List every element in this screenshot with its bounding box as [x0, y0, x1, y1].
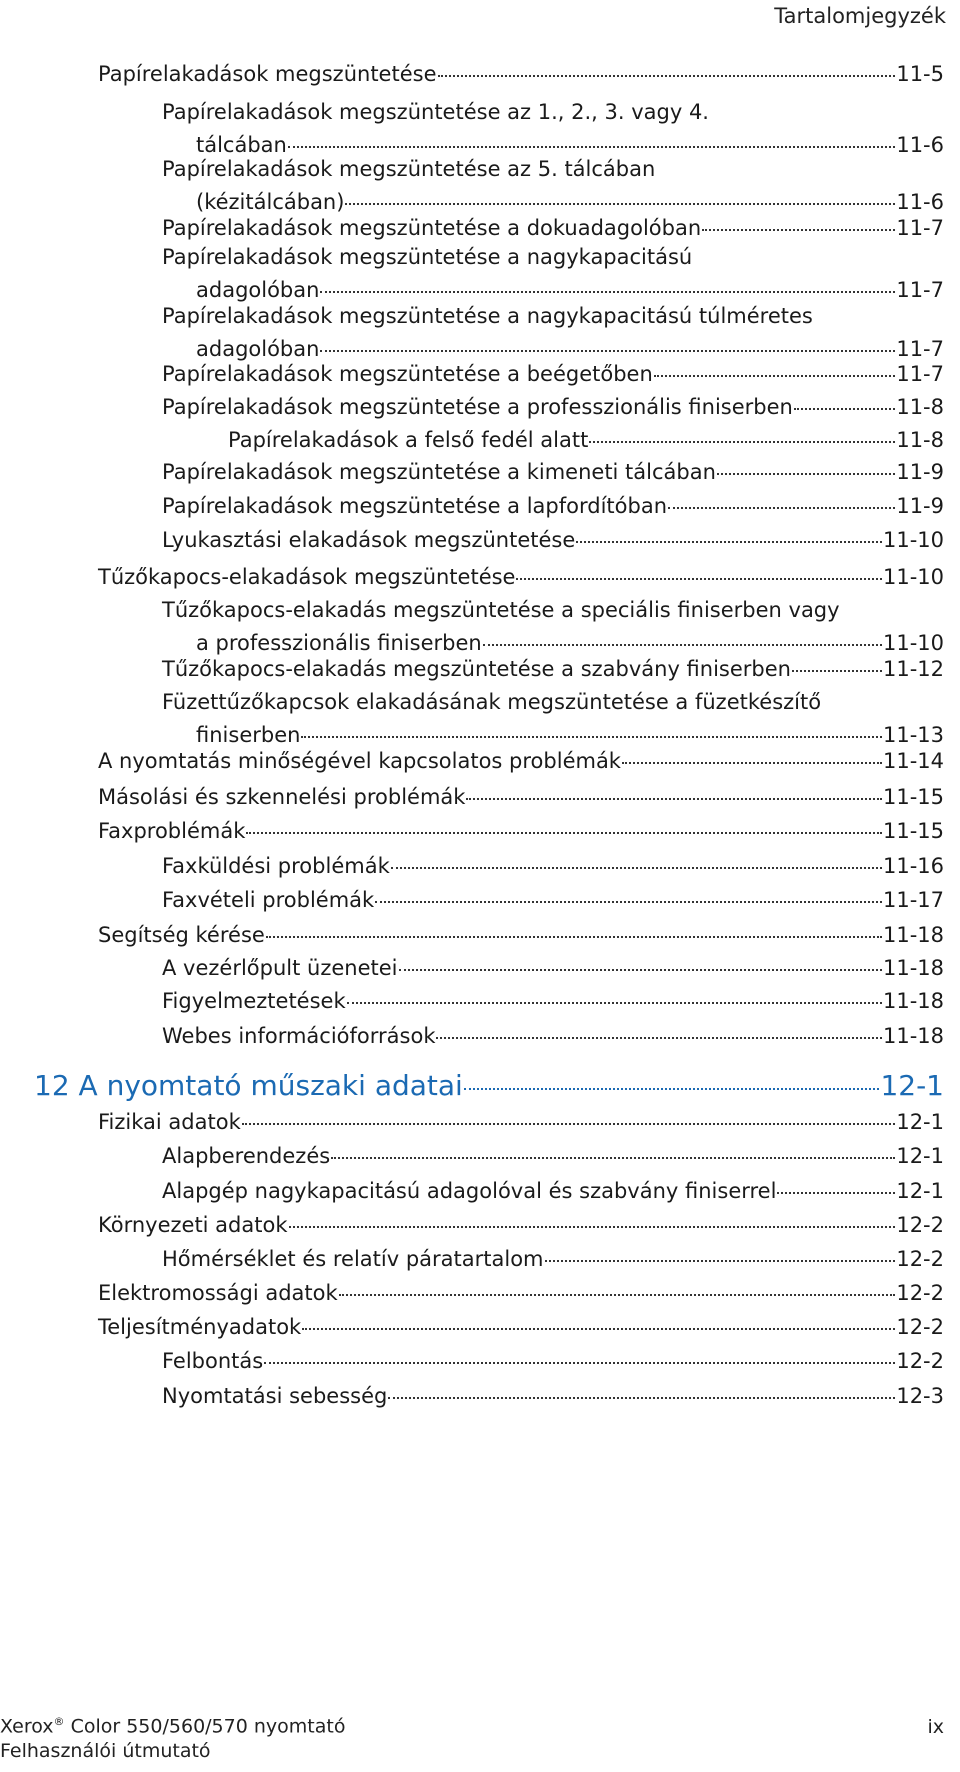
toc-entry[interactable] [98, 1277, 944, 1310]
toc-page-number: 12-2 [896, 1247, 944, 1271]
toc-entry-title: Másolási és szkennelési problémák [98, 785, 466, 809]
dot-leader [576, 520, 882, 543]
dot-leader [438, 54, 896, 77]
toc-page-number: 11-6 [896, 190, 944, 214]
toc-entry-title: Papírelakadások megszüntetése az 5. tálcában [162, 157, 656, 181]
toc-entry[interactable] [98, 561, 944, 594]
toc-entry[interactable] [162, 653, 944, 686]
toc-entry-title: Papírelakadások megszüntetése [98, 62, 437, 86]
toc-page-number: 11-10 [882, 631, 944, 655]
dot-leader [668, 486, 895, 509]
dot-leader [264, 1341, 895, 1364]
dot-leader [388, 1376, 895, 1399]
toc-entry-title: Nyomtatási sebesség [162, 1384, 388, 1408]
toc-entry-title-continuation: (kézitálcában) [196, 190, 345, 214]
toc-page-number: 11-15 [882, 819, 944, 843]
toc-entry[interactable] [162, 1345, 944, 1378]
toc-entry[interactable] [162, 1020, 944, 1053]
toc-entry-title-continuation: tálcában [196, 133, 287, 157]
toc-entry-title: Faxküldési problémák [162, 854, 390, 878]
toc-entry[interactable] [162, 884, 944, 917]
dot-leader [702, 208, 895, 231]
toc-entry[interactable] [98, 745, 944, 778]
dot-leader [320, 270, 895, 293]
toc-page-number: 11-18 [882, 1024, 944, 1048]
toc-entry-title: Papírelakadások megszüntetése a professzionális finiserben [162, 395, 793, 419]
dot-leader [302, 1307, 895, 1330]
toc-entry-title: Segítség kérése [98, 923, 265, 947]
toc-entry-title: Papírelakadások megszüntetése a beégetőben [162, 362, 653, 386]
toc-page-number: 11-12 [882, 657, 944, 681]
toc-page-number: 12-2 [896, 1213, 944, 1237]
dot-leader [288, 125, 895, 148]
toc-entry[interactable] [162, 1175, 944, 1208]
toc-page-number: 11-8 [896, 395, 944, 419]
toc-entry-title: Hőmérséklet és relatív páratartalom [162, 1247, 544, 1271]
toc-page-number: 11-10 [882, 528, 944, 552]
dot-leader [622, 741, 882, 764]
toc-entry[interactable] [162, 985, 944, 1018]
dot-leader [289, 1205, 896, 1228]
toc-entry[interactable] [162, 1243, 944, 1276]
toc-entry-title: Alapgép nagykapacitású adagolóval és szabvány finiserrel [162, 1179, 777, 1203]
toc-page-number: 11-5 [896, 62, 944, 86]
toc-entry-title: 12 A nyomtató műszaki adatai [34, 1069, 463, 1102]
toc-entry-title: Tűzőkapocs-elakadás megszüntetése a speciális finiserben vagy [162, 598, 840, 622]
toc-page-number: 12-1 [880, 1069, 944, 1102]
footer-model: Color 550/560/570 nyomtató [70, 1715, 346, 1737]
toc-entry-title: Faxproblémák [98, 819, 246, 843]
toc-page-number: 11-9 [896, 460, 944, 484]
toc-page-number: 12-1 [896, 1179, 944, 1203]
toc-entry-title: Papírelakadások megszüntetése a lapfordítóban [162, 494, 668, 518]
dot-leader [301, 715, 882, 738]
toc-entry-title: Környezeti adatok [98, 1213, 288, 1237]
dot-leader [242, 1102, 896, 1125]
toc-page-number: 11-15 [882, 785, 944, 809]
toc-entry[interactable] [98, 58, 944, 91]
toc-entry-title: Füzettűzőkapcsok elakadásának megszüntetése a füzetkészítő [162, 690, 822, 714]
toc-entry-title-continuation: a professzionális finiserben [196, 631, 482, 655]
dot-leader [516, 557, 881, 580]
toc-entry[interactable] [162, 456, 944, 489]
toc-entry[interactable] [98, 1311, 944, 1344]
dot-leader [347, 981, 882, 1004]
toc-page-number: 11-8 [896, 428, 944, 452]
footer-guide-title: Felhasználói útmutató [0, 1740, 211, 1762]
toc-entry[interactable] [162, 241, 944, 307]
toc-entry[interactable] [98, 781, 944, 814]
dot-leader [375, 880, 882, 903]
toc-page-number: 12-1 [896, 1144, 944, 1168]
toc-entry-title: A nyomtatás minőségével kapcsolatos problémák [98, 749, 621, 773]
toc-entry-title: Papírelakadások megszüntetése a nagykapacitású túlméretes [162, 304, 813, 328]
footer-product-info [0, 1709, 345, 1764]
toc-entry-title: Faxvételi problémák [162, 888, 375, 912]
toc-entry[interactable] [162, 850, 944, 883]
toc-entry-title: Papírelakadások megszüntetése a dokuadagolóban [162, 216, 702, 240]
toc-entry[interactable] [98, 1209, 944, 1242]
footer-page-number: ix [927, 1716, 944, 1738]
dot-leader [483, 623, 882, 646]
dot-leader [331, 1136, 895, 1159]
dot-leader [792, 649, 882, 672]
toc-entry-title: Webes információforrások [162, 1024, 436, 1048]
dot-leader [339, 1273, 896, 1296]
dot-leader [794, 387, 895, 410]
dot-leader [777, 1171, 895, 1194]
toc-page-number: 11-14 [882, 749, 944, 773]
toc-page-number: 11-7 [896, 362, 944, 386]
toc-page-number: 11-18 [882, 989, 944, 1013]
toc-page-number: 11-7 [896, 216, 944, 240]
toc-entry-title-continuation: adagolóban [196, 337, 320, 361]
dot-leader [345, 182, 895, 205]
toc-chapter-entry[interactable] [34, 1065, 944, 1104]
dot-leader [391, 846, 882, 869]
toc-entry-title: Papírelakadások megszüntetése az 1., 2., 3. vagy 4. [162, 100, 709, 124]
toc-entry[interactable] [98, 815, 944, 848]
toc-entry-title: Papírelakadások a felső fedél alatt [228, 428, 589, 452]
toc-entry-title: Papírelakadások megszüntetése a nagykapacitású [162, 245, 693, 269]
toc-page-number: 11-7 [896, 337, 944, 361]
toc-entry-title: A vezérlőpult üzenetei [162, 956, 398, 980]
toc-entry-title-continuation: finiserben [196, 723, 301, 747]
dot-leader [436, 1016, 881, 1039]
toc-entry-title: Alapberendezés [162, 1144, 331, 1168]
toc-page-number: 11-10 [882, 565, 944, 589]
toc-entry-title: Tűzőkapocs-elakadások megszüntetése [98, 565, 516, 589]
toc-page-number: 11-17 [882, 888, 944, 912]
toc-page-number: 12-2 [896, 1281, 944, 1305]
toc-page-number: 11-18 [882, 923, 944, 947]
toc-page-number: 12-3 [896, 1384, 944, 1408]
toc-entry[interactable] [98, 1106, 944, 1139]
dot-leader [266, 915, 882, 938]
toc-page-number: 12-2 [896, 1315, 944, 1339]
dot-leader [589, 420, 895, 443]
toc-page-number: 12-1 [896, 1110, 944, 1134]
toc-entry[interactable] [162, 524, 944, 557]
toc-entry-title: Teljesítményadatok [98, 1315, 302, 1339]
toc-entry-title: Fizikai adatok [98, 1110, 241, 1134]
toc-entry-title: Elektromossági adatok [98, 1281, 338, 1305]
toc-page-number: 11-9 [896, 494, 944, 518]
dot-leader [399, 948, 882, 971]
toc-entry-title: Figyelmeztetések [162, 989, 346, 1013]
page-header-title: Tartalomjegyzék [774, 4, 946, 28]
footer-brand: Xerox [0, 1715, 54, 1737]
toc-entry-title: Lyukasztási elakadások megszüntetése [162, 528, 576, 552]
toc-page-number: 11-7 [896, 278, 944, 302]
dot-leader [246, 811, 882, 834]
toc-page-number: 11-6 [896, 133, 944, 157]
dot-leader [320, 329, 895, 352]
toc-page-number: 11-18 [882, 956, 944, 980]
toc-page-number: 12-2 [896, 1349, 944, 1373]
toc-entry-title: Tűzőkapocs-elakadás megszüntetése a szabvány finiserben [162, 657, 791, 681]
dot-leader [654, 354, 896, 377]
toc-page-number: 11-16 [882, 854, 944, 878]
toc-entry-title: Felbontás [162, 1349, 264, 1373]
toc-entry[interactable] [162, 490, 944, 523]
dot-leader [717, 452, 895, 475]
dot-leader [466, 777, 882, 800]
dot-leader [545, 1239, 896, 1262]
registered-mark: ® [53, 1714, 65, 1728]
toc-entry-title-continuation: adagolóban [196, 278, 320, 302]
toc-entry[interactable] [162, 1380, 944, 1413]
dot-leader [464, 1060, 880, 1090]
toc-page-number: 11-13 [882, 723, 944, 747]
toc-entry-title: Papírelakadások megszüntetése a kimeneti tálcában [162, 460, 716, 484]
toc-entry[interactable] [162, 1140, 944, 1173]
